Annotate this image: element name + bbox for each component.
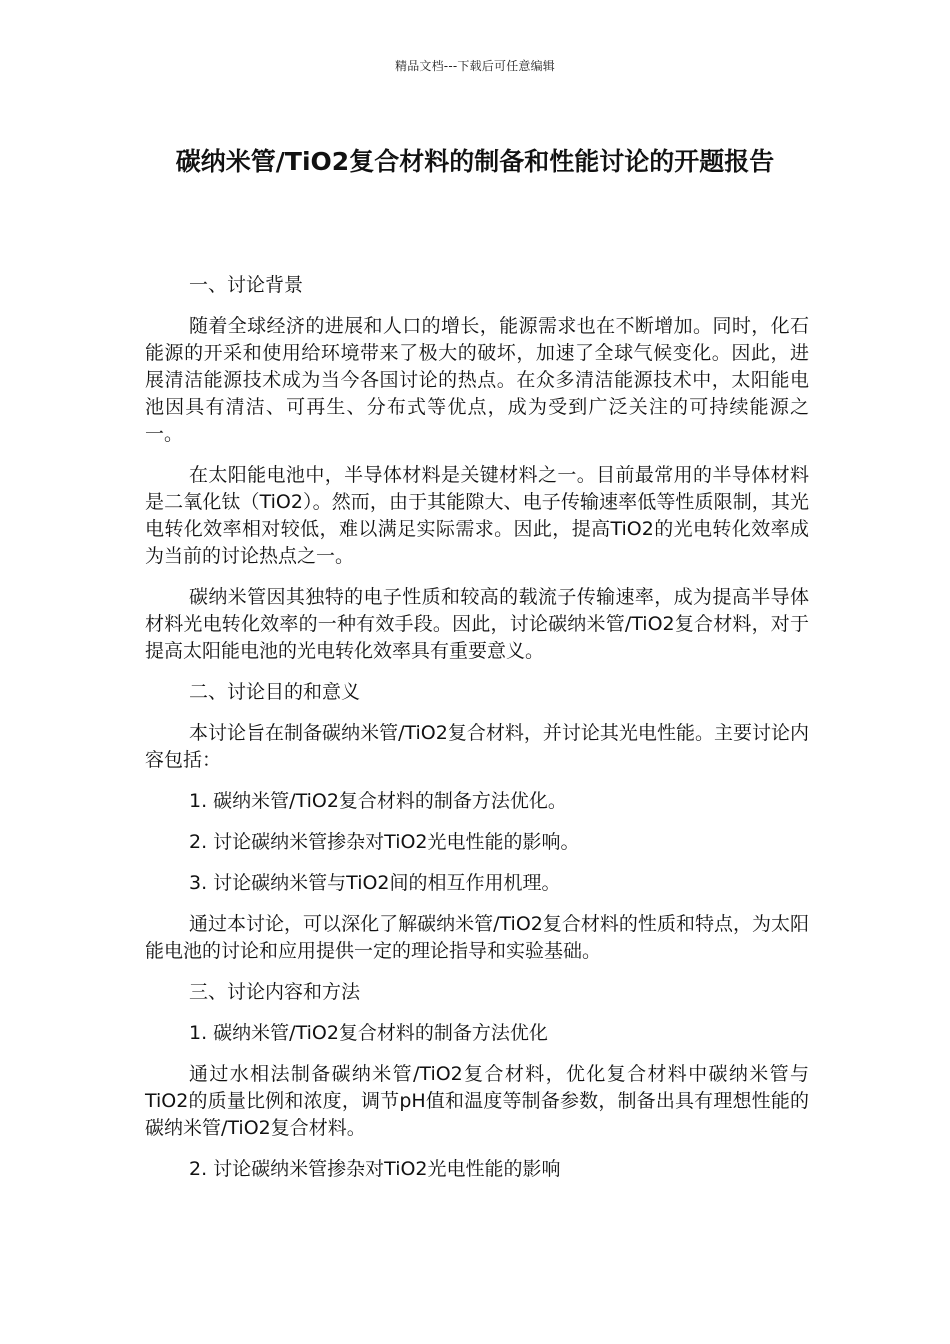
document-title: 碳纳米管/TiO2复合材料的制备和性能讨论的开题报告 — [175, 147, 775, 176]
paragraph-background-2: 在太阳能电池中，半导体材料是关键材料之一。目前最常用的半导体材料是二氧化钛（TiO2）。然而，由于其能隙大、电子传输速率低等性质限制，其光电转化效率相对较低，难以满足实际需求。因此，提高TiO2的光电转化效率成为当前的讨论热点之一。 — [145, 464, 809, 567]
subsection-heading-2: 2. 讨论碳纳米管掺杂对TiO2光电性能的影响 — [189, 1158, 561, 1180]
paragraph-background-3: 碳纳米管因其独特的电子性质和较高的载流子传输速率，成为提高半导体材料光电转化效率的一种有效手段。因此，讨论碳纳米管/TiO2复合材料，对于提高太阳能电池的光电转化效率具有重要意义。 — [145, 586, 809, 662]
section-heading-background: 一、讨论背景 — [189, 274, 304, 296]
paragraph-background-1: 随着全球经济的进展和人口的增长，能源需求也在不断增加。同时，化石能源的开采和使用给环境带来了极大的破坏，加速了全球气候变化。因此，进展清洁能源技术成为当今各国讨论的热点。在众多清洁能源技术中，太阳能电池因具有清洁、可再生、分布式等优点，成为受到广泛关注的可持续能源之一。 — [145, 315, 809, 445]
list-item: 1. 碳纳米管/TiO2复合材料的制备方法优化。 — [189, 790, 567, 812]
section-heading-methods: 三、讨论内容和方法 — [189, 981, 361, 1003]
list-item: 3. 讨论碳纳米管与TiO2间的相互作用机理。 — [189, 872, 561, 894]
paragraph-purpose-conclusion: 通过本讨论，可以深化了解碳纳米管/TiO2复合材料的性质和特点，为太阳能电池的讨论和应用提供一定的理论指导和实验基础。 — [145, 913, 809, 962]
paragraph-methods-1: 通过水相法制备碳纳米管/TiO2复合材料，优化复合材料中碳纳米管与TiO2的质量比例和浓度，调节pH值和温度等制备参数，制备出具有理想性能的碳纳米管/TiO2复合材料。 — [145, 1063, 809, 1139]
subsection-heading-1: 1. 碳纳米管/TiO2复合材料的制备方法优化 — [189, 1022, 548, 1044]
document-body — [145, 272, 809, 1197]
paragraph-purpose-intro: 本讨论旨在制备碳纳米管/TiO2复合材料，并讨论其光电性能。主要讨论内容包括： — [145, 722, 809, 771]
section-heading-purpose: 二、讨论目的和意义 — [189, 681, 361, 703]
header-watermark: 精品文档---下载后可任意编辑 — [395, 59, 555, 73]
list-item: 2. 讨论碳纳米管掺杂对TiO2光电性能的影响。 — [189, 831, 580, 853]
